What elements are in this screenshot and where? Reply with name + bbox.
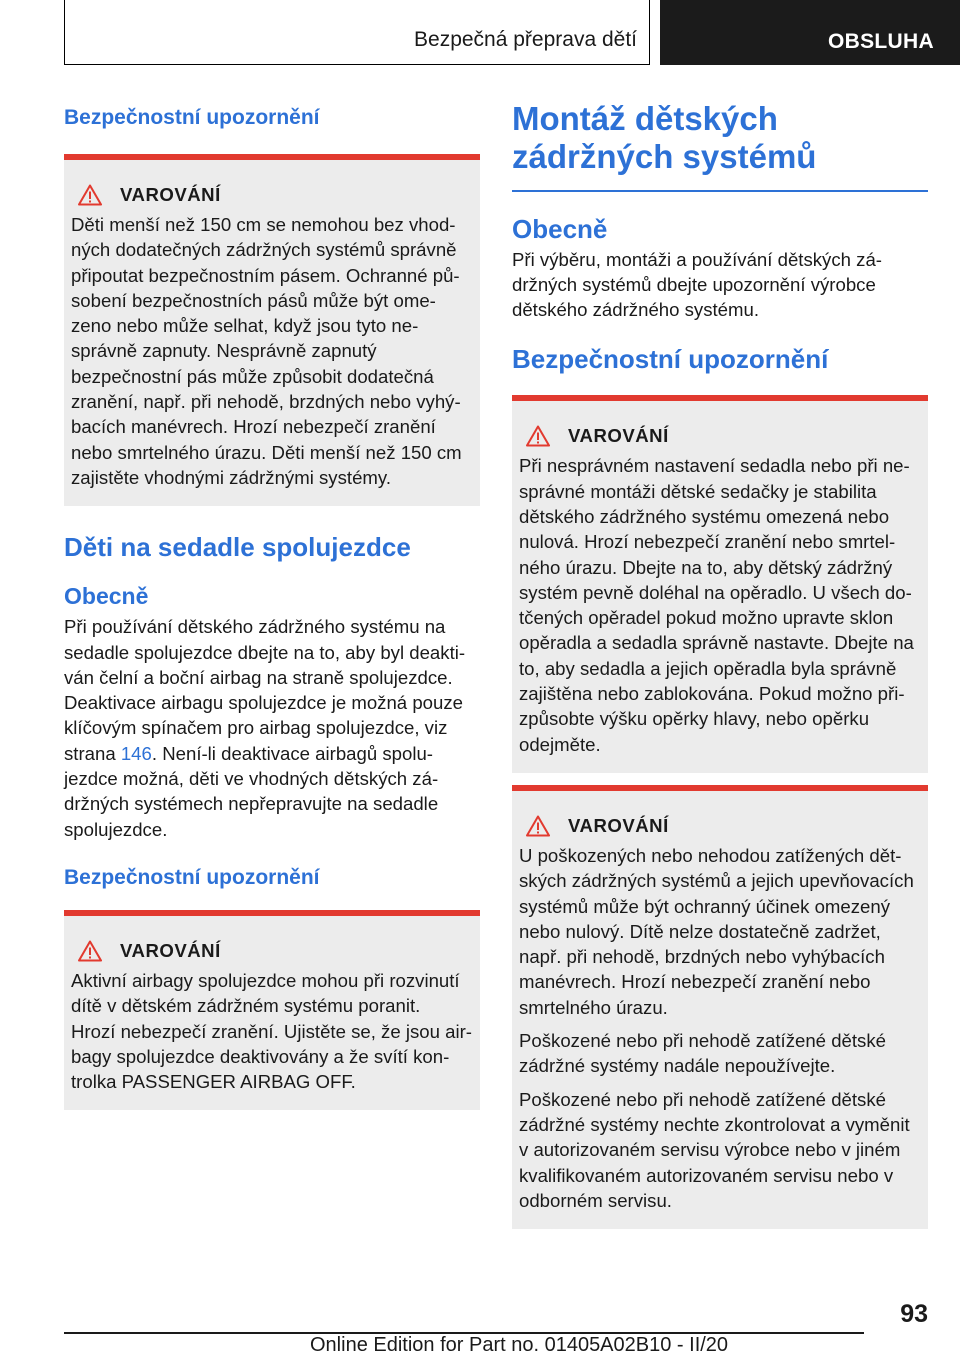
- text-line: opěradla a sedadla správně nastavte. Dbejte na: [519, 632, 914, 654]
- text-line: Hrozí nebezpečí zranění. Ujistěte se, že jsou air-: [71, 1020, 472, 1042]
- text-line: ných dodatečných zádržných systémů správně: [71, 239, 457, 261]
- warning-triangle-icon: [526, 425, 550, 447]
- section-heading-safety: Bezpečnostní upozornění: [512, 344, 829, 375]
- warning-box: [512, 785, 928, 1229]
- section-heading-safety: Bezpečnostní upozornění: [64, 865, 320, 889]
- text-line: systémů může být ochranný účinek omezený: [519, 895, 891, 917]
- text-line: jezdce možná, děti ve vhodných dětských zá-: [64, 768, 439, 790]
- text-line: v autorizovaném servisu výrobce nebo v jiném: [519, 1139, 901, 1161]
- text-fragment: . Není-li deaktivace airbagů spolu-: [151, 742, 433, 764]
- text-line: Aktivní airbagy spolujezdce mohou při rozvinutí: [71, 969, 460, 991]
- text-line: nulová. Hrozí nebezpečí zranění nebo smrtel-: [519, 531, 896, 553]
- text-line: trolka PASSENGER AIRBAG OFF.: [71, 1071, 356, 1093]
- text-line: ván čelní a boční airbag na straně spolujezdce.: [64, 666, 453, 688]
- warning-triangle-icon: [78, 940, 102, 962]
- text-line: kvalifikovaném autorizovaném servisu nebo v: [519, 1164, 894, 1186]
- text-line: bacích manévrech. Hrozí nebezpečí zranění: [71, 416, 436, 438]
- text-line: Při nesprávném nastavení sedadla nebo při ne-: [519, 455, 910, 477]
- text-line: zádržné systémy nechte zkontrolovat a vyměnit: [519, 1113, 910, 1135]
- text-line: zeno nebo může selhat, když jsou tyto ne-: [71, 315, 419, 337]
- text-line: způsobte výšku opěrky hlavy, nebo opěrku: [519, 708, 870, 730]
- text-line: zajištěna nebo zablokována. Pokud možno při-: [519, 683, 905, 705]
- text-line: dítě v dětském zádržném systému poranit.: [71, 995, 421, 1017]
- chapter-title-line: zádržných systémů: [512, 138, 817, 175]
- text-line: Deaktivace airbagu spolujezdce je možná pouze: [64, 692, 463, 714]
- text-line: odborném servisu.: [519, 1189, 672, 1211]
- warning-text: [519, 453, 921, 757]
- section-heading-passenger-seat: Děti na sedadle spolujezdce: [64, 532, 411, 563]
- text-line: ských zádržných systémů a jejich upevňovacích: [519, 870, 914, 892]
- text-line: nebo nulový. Dítě nelze dostatečně zadržet,: [519, 920, 881, 942]
- header-section-title: Bezpečná přeprava dětí: [414, 28, 637, 51]
- text-line: dětského zádržného systému omezená nebo: [519, 505, 890, 527]
- text-line: nebo smrtelného úrazu. Děti menší než 150 cm: [71, 441, 462, 463]
- chapter-title-line: Montáž dětských: [512, 100, 778, 137]
- text-line: zajistěte vhodnými zádržnými systémy.: [71, 466, 391, 488]
- text-line: např. při nehodě, brzdných nebo vyhýbacích: [519, 946, 885, 968]
- warning-header: [71, 938, 473, 964]
- text-line: správné montáži dětské sedačky je stabilita: [519, 480, 877, 502]
- text-line: manévrech. Hrozí nebezpečí zranění nebo: [519, 971, 871, 993]
- text-line: držných systémů dbejte upozornění výrobce: [512, 273, 876, 295]
- warning-title: VAROVÁNÍ: [568, 425, 669, 447]
- text-line: U poškozených nebo nehodou zatížených dět-: [519, 844, 902, 866]
- text-line: Děti menší než 150 cm se nemohou bez vhod-: [71, 214, 456, 235]
- text-line: klíčovým spínačem pro airbag spolujezdce, viz: [64, 717, 448, 739]
- text-line: správně zapnuty. Nesprávně zapnutý: [71, 340, 377, 362]
- page-reference-link[interactable]: 146: [120, 742, 152, 764]
- text-line: zranění, např. při nehodě, brzdných nebo vyhý-: [71, 391, 461, 413]
- warning-title: VAROVÁNÍ: [120, 939, 221, 961]
- section-heading-safety: Bezpečnostní upozornění: [64, 106, 320, 129]
- text-line: Při výběru, montáži a používání dětských zá-: [512, 248, 882, 270]
- text-line: bezpečnostní pás může způsobit dodatečná: [71, 365, 434, 387]
- paragraph: [512, 247, 928, 323]
- header-chapter-tab: OBSLUHA: [660, 0, 960, 65]
- warning-title: VAROVÁNÍ: [120, 184, 221, 205]
- warning-triangle-icon: [526, 815, 550, 837]
- subheading-general: Obecně: [64, 583, 149, 610]
- warning-text: [519, 1028, 921, 1079]
- title-divider: [512, 190, 928, 192]
- warning-header: [519, 423, 921, 449]
- text-line: spolujezdce.: [64, 818, 168, 840]
- footer-edition-text: Online Edition for Part no. 01405A02B10 - II/20: [310, 1334, 729, 1356]
- paragraph: [64, 614, 480, 842]
- text-line: zádržné systémy nadále nepoužívejte.: [519, 1055, 836, 1077]
- text-line: bagy spolujezdce deaktivovány a že svítí kon-: [71, 1045, 450, 1067]
- page-header: [0, 0, 960, 66]
- text-line: odejměte.: [519, 733, 601, 755]
- text-line: Poškozené nebo při nehodě zatížené dětské: [519, 1030, 886, 1052]
- text-line: Při používání dětského zádržného systému na: [64, 616, 446, 638]
- text-line: tčených opěradel pokud možno upravte sklon: [519, 607, 894, 629]
- text-fragment: strana: [64, 742, 121, 764]
- warning-header: [519, 813, 921, 839]
- page-number: 93: [900, 1300, 928, 1328]
- warning-box: [64, 154, 480, 506]
- warning-triangle-icon: [78, 184, 102, 206]
- text-line: ného úrazu. Dbejte na to, aby dětský zádržný: [519, 556, 893, 578]
- text-line-with-link: [64, 741, 480, 766]
- warning-header: [71, 182, 473, 208]
- warning-text: [71, 212, 473, 490]
- text-line: sedadle spolujezdce dbejte na to, aby byl deakti-: [64, 641, 466, 663]
- text-line: sobení bezpečnostních pásů může být ome-: [71, 289, 436, 311]
- header-frame: [64, 0, 650, 65]
- text-line: dětského zádržného systému.: [512, 299, 760, 321]
- right-column: [512, 100, 928, 1229]
- chapter-title: [512, 100, 928, 176]
- text-line: smrtelného úrazu.: [519, 996, 668, 1018]
- warning-box: [512, 395, 928, 773]
- text-line: systém pevně doléhal na opěradlo. U všech do-: [519, 581, 912, 603]
- warning-text: [71, 968, 473, 1094]
- left-column: [64, 100, 480, 1110]
- warning-text: [519, 1087, 921, 1213]
- text-line: Poškozené nebo při nehodě zatížené dětské: [519, 1088, 886, 1110]
- warning-text: [519, 843, 921, 1020]
- subheading-general: Obecně: [512, 213, 608, 244]
- text-line: držných systémech nepřepravujte na sedadle: [64, 793, 439, 815]
- text-line: připoutat bezpečnostním pásem. Ochranné pů-: [71, 264, 460, 286]
- warning-box: [64, 910, 480, 1110]
- warning-title: VAROVÁNÍ: [568, 814, 669, 836]
- text-line: to, aby sedadla a jejich opěradla byla správně: [519, 657, 897, 679]
